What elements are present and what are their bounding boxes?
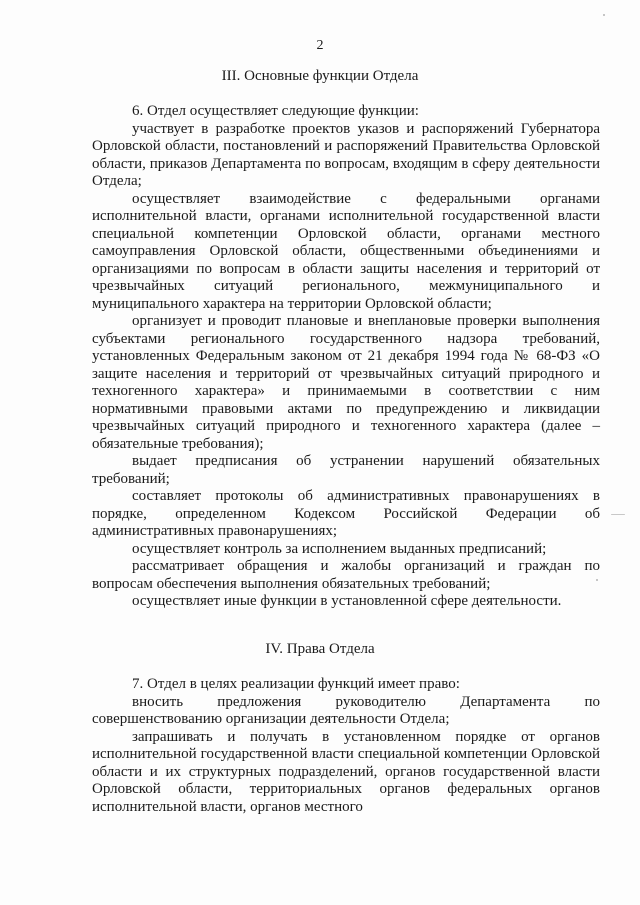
paragraph-right-proposals: вносить предложения руководителю Департамента по совершенствованию организации деятельности Отдела;: [92, 693, 600, 727]
scan-speck: [596, 579, 598, 581]
paragraph-function-drafting: участвует в разработке проектов указов и распоряжений Губернатора Орловской области, постановлений и распоряжений Правительства Орловской области, приказов Департамента по вопросам, входящим в сферу деятельности Отдела;: [92, 120, 600, 189]
paragraph-right-requests: запрашивать и получать в установленном порядке от органов исполнительной государственной власти специальной компетенции Орловской области и их структурных подразделений, органов государственной власти Орловской области, территориальных органов федеральных органов исполнительной власти, органов местного: [92, 728, 600, 815]
scan-speck: [603, 14, 605, 16]
section-rights-body: [92, 676, 600, 816]
paragraph-intro: 6. Отдел осуществляет следующие функции:: [132, 103, 419, 119]
paragraph-rights-intro: 7. Отдел в целях реализации функций имеет право:: [132, 676, 460, 692]
paragraph-function-control: осуществляет контроль за исполнением выданных предписаний;: [132, 540, 547, 557]
page-number: 2: [316, 38, 324, 53]
paragraph-function-protocols: составляет протоколы об административных правонарушениях в порядке, определенном Кодексом Российской Федерации об административных правонарушениях;: [92, 488, 600, 539]
paragraph-function-orders: выдает предписания об устранении нарушений обязательных требований;: [92, 453, 600, 487]
paragraph-function-cooperation: осуществляет взаимодействие с федеральными органами исполнительной власти, органами исполнительной государственной власти специальной компетенции Орловской области, органами местного самоуправления Орловской области, общественными объединениями и организациями по вопросам в области защиты населения и территорий от чрезвычайных ситуаций регионального, межмуниципального и муниципального характера на территории Орловской области;: [92, 190, 600, 312]
paragraph-function-other: осуществляет иные функции в установленной сфере деятельности.: [132, 593, 562, 609]
section-heading-functions: III. Основные функции Отдела: [221, 68, 419, 84]
scan-speck: [611, 514, 625, 515]
section-functions-body: [92, 103, 600, 611]
paragraph-function-inspections: организует и проводит плановые и внеплановые проверки выполнения субъектами регионального государственного надзора требований, установленных Федеральным законом от 21 декабря 1994 года № 68-ФЗ «О защите населения и территорий от чрезвычайных ситуаций природного и техногенного характера» и принимаемыми в соответствии с ним нормативными правовыми актами по предупреждению и ликвидации чрезвычайных ситуаций природного и техногенного характера (далее – обязательные требования);: [92, 313, 600, 452]
paragraph-function-appeals: рассматривает обращения и жалобы организаций и граждан по вопросам обеспечения выполнения обязательных требований;: [92, 558, 600, 592]
section-heading-rights: IV. Права Отдела: [265, 641, 375, 657]
